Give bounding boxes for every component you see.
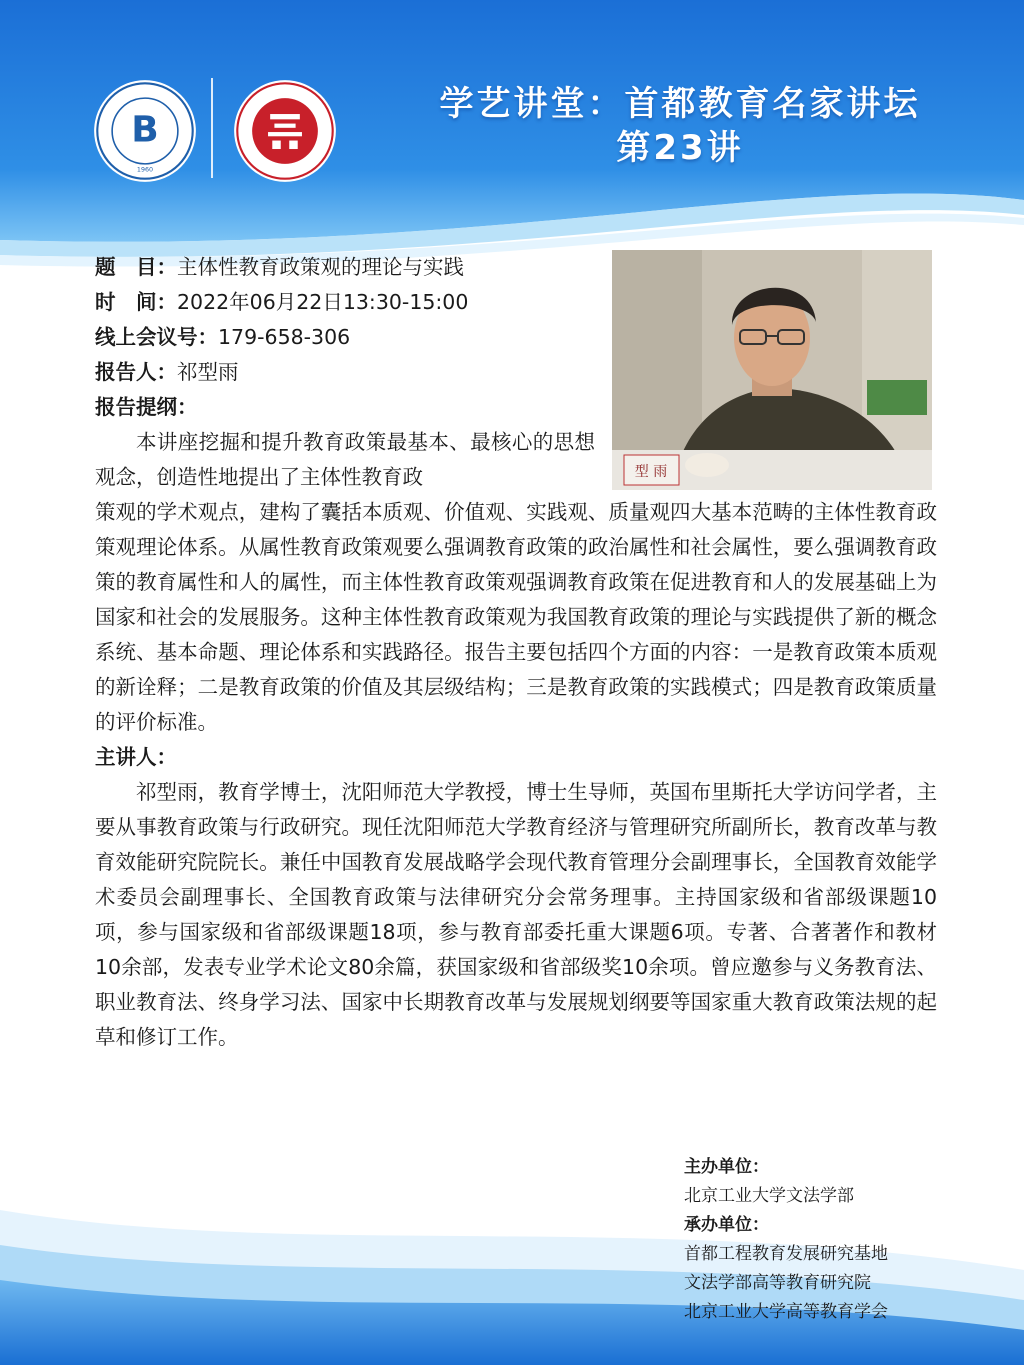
title-line-1: 学艺讲堂：首都教育名家讲坛: [439, 84, 921, 124]
topic-row: [95, 250, 937, 285]
outline-paragraph-start: 本讲座挖掘和提升教育政策最基本、最核心的思想观念，创造性地提出了主体性教育政: [95, 430, 595, 489]
title-line-2: 第23讲: [616, 128, 744, 168]
svg-text:1960: 1960: [136, 166, 154, 174]
poster-content: [95, 250, 937, 1055]
logo-divider: [211, 78, 213, 178]
organizers-block: [684, 1153, 888, 1327]
topic-label: 题 目：: [95, 255, 177, 279]
bjut-university-seal-icon: [92, 78, 198, 184]
lecturer-label: 主讲人：: [95, 745, 177, 769]
time-value: 2022年06月22日13:30-15:00: [177, 290, 469, 314]
faculty-humanities-seal-icon: [232, 78, 338, 184]
svg-text:型 雨: 型 雨: [634, 464, 668, 480]
host-label: 主办单位：: [684, 1157, 769, 1177]
speaker-value: 祁型雨: [177, 360, 239, 384]
lecturer-bio: 祁型雨，教育学博士，沈阳师范大学教授，博士生导师，英国布里斯托大学访问学者，主要从事教育政策与行政研究。现任沈阳师范大学教育经济与管理研究所副所长，教育改革与教育效能研究院院长。兼任中国教育发展战略学会现代教育管理分会副理事长，全国教育效能学术委员会副理事长、全国教育政策与法律研究分会常务理事。主持国家级和省部级课题10项，参与国家级和省部级课题18项，参与教育部委托重大课题6项。专著、合著著作和教材10余部，发表专业学术论文80余篇，获国家级和省部级奖10余项。曾应邀参与义务教育法、职业教育法、终身学习法、国家中长期教育改革与发展规划纲要等国家重大教育政策法规的起草和修订工作。: [95, 780, 937, 1049]
meeting-value: 179-658-306: [218, 325, 351, 349]
svg-text:B: B: [131, 109, 159, 151]
meeting-row: [95, 320, 937, 355]
speaker-label: 报告人：: [95, 360, 177, 384]
meeting-label: 线上会议号：: [95, 325, 218, 349]
topic-value: 主体性教育政策观的理论与实践: [177, 255, 464, 279]
co-organizer-1: 首都工程教育发展研究基地: [684, 1244, 888, 1264]
co-organizer-3: 北京工业大学高等教育学会: [684, 1302, 888, 1322]
time-row: [95, 285, 937, 320]
co-organizer-label: 承办单位：: [684, 1215, 769, 1235]
host-value: 北京工业大学文法学部: [684, 1186, 854, 1206]
speaker-row: [95, 355, 937, 390]
time-label: 时 间：: [95, 290, 177, 314]
outline-paragraph-rest: 策观的学术观点，建构了囊括本质观、价值观、实践观、质量观四大基本范畴的主体性教育政策观理论体系。从属性教育政策观要么强调教育政策的政治属性和社会属性，要么强调教育政策的教育属性和人的属性，而主体性教育政策观强调教育政策在促进教育和人的发展基础上为国家和社会的发展服务。这种主体性教育政策观为我国教育政策的理论与实践提供了新的概念系统、基本命题、理论体系和实践路径。报告主要包括四个方面的内容：一是教育政策本质观的新诠释；二是教育政策的价值及其层级结构；三是教育政策的实践模式；四是教育政策质量的评价标准。: [95, 500, 937, 734]
outline-label: 报告提纲：: [95, 395, 198, 419]
poster-title: [400, 82, 960, 170]
co-organizer-2: 文法学部高等教育研究院: [684, 1273, 871, 1293]
